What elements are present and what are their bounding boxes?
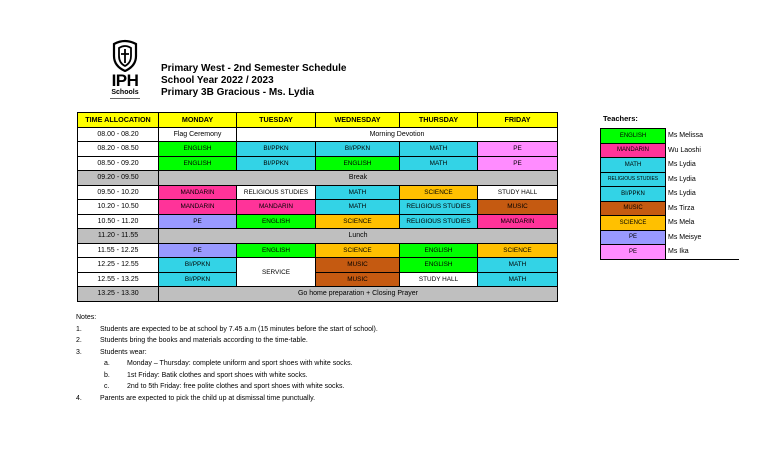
teacher-name: Ms Lydia <box>666 172 740 187</box>
teacher-row <box>601 143 740 158</box>
service-cell: SERVICE <box>237 258 316 287</box>
table-row <box>78 258 558 273</box>
time-cell: 09.50 - 10.20 <box>78 185 159 200</box>
table-row <box>78 185 558 200</box>
note-item <box>76 324 378 336</box>
schedule-title <box>161 63 346 99</box>
class-cell: RELIGIOUS STUDIES <box>400 214 478 229</box>
table-row <box>78 214 558 229</box>
class-cell: BI/PPKN <box>237 156 316 171</box>
note-subitem <box>76 381 345 393</box>
time-cell: 08.20 - 08.50 <box>78 142 159 157</box>
teacher-name: Wu Laoshi <box>666 143 740 158</box>
lunch-cell: Lunch <box>159 229 558 244</box>
time-cell: 11.55 - 12.25 <box>78 243 159 258</box>
header-time: TIME ALLOCATION <box>78 113 159 128</box>
teacher-row <box>601 216 740 231</box>
note-text: 1st Friday: Batik clothes and sport shoes with white socks. <box>127 371 308 379</box>
time-cell: 08.50 - 09.20 <box>78 156 159 171</box>
morning-devotion-cell: Morning Devotion <box>237 127 558 142</box>
class-cell: RELIGIOUS STUDIES <box>237 185 316 200</box>
table-row <box>78 142 558 157</box>
school-logo <box>104 38 146 106</box>
teacher-row <box>601 201 740 216</box>
class-cell: ENGLISH <box>400 258 478 273</box>
teacher-row <box>601 172 740 187</box>
time-cell: 11.20 - 11.55 <box>78 229 159 244</box>
logo-brand: IPH <box>111 71 139 90</box>
teacher-subject: MUSIC <box>601 201 666 216</box>
teacher-name: Ms Ika <box>666 245 740 260</box>
class-cell: BI/PPKN <box>159 258 237 273</box>
note-number: 1. <box>76 325 82 333</box>
class-cell: MATH <box>400 156 478 171</box>
teacher-subject: MATH <box>601 158 666 173</box>
note-number: 3. <box>76 348 82 356</box>
notes-title: Notes: <box>76 314 97 321</box>
class-cell: ENGLISH <box>316 156 400 171</box>
teacher-row <box>601 158 740 173</box>
header-wednesday: WEDNESDAY <box>316 113 400 128</box>
class-cell: PE <box>478 142 558 157</box>
time-cell: 10.20 - 10.50 <box>78 200 159 215</box>
table-row <box>78 243 558 258</box>
note-item <box>76 347 147 359</box>
title-line-3: Primary 3B Gracious - Ms. Lydia <box>161 87 315 98</box>
class-cell: MANDARIN <box>237 200 316 215</box>
class-cell: ENGLISH <box>400 243 478 258</box>
class-cell: SCIENCE <box>400 185 478 200</box>
class-cell: STUDY HALL <box>478 185 558 200</box>
class-cell: PE <box>159 243 237 258</box>
class-cell: MATH <box>400 142 478 157</box>
class-cell: MATH <box>316 200 400 215</box>
note-number: 2. <box>76 337 82 344</box>
class-cell: STUDY HALL <box>400 272 478 287</box>
lunch-row <box>78 229 558 244</box>
notes-section <box>76 312 378 404</box>
teacher-name: Ms Tirza <box>666 201 740 216</box>
class-cell: BI/PPKN <box>316 142 400 157</box>
class-cell: PE <box>478 156 558 171</box>
class-cell: SCIENCE <box>478 243 558 258</box>
class-cell: ENGLISH <box>237 243 316 258</box>
class-cell: MANDARIN <box>159 185 237 200</box>
logo-subtitle: Schools <box>111 89 139 96</box>
break-cell: Break <box>159 171 558 186</box>
time-cell: 08.00 - 08.20 <box>78 127 159 142</box>
note-text: 2nd to 5th Friday: free polite clothes and sport shoes with white socks. <box>127 383 345 390</box>
note-text: Students are expected to be at school by 7.45 a.m (15 minutes before the start of school). <box>100 325 378 333</box>
class-cell: ENGLISH <box>159 142 237 157</box>
teacher-name: Ms Lydia <box>666 187 740 202</box>
break-row <box>78 171 558 186</box>
note-text: Students wear: <box>100 348 147 356</box>
header-thursday: THURSDAY <box>400 113 478 128</box>
time-cell: 12.25 - 12.55 <box>78 258 159 273</box>
teacher-row <box>601 245 740 260</box>
teacher-row <box>601 230 740 245</box>
note-letter: c. <box>104 383 110 390</box>
header-tuesday: TUESDAY <box>237 113 316 128</box>
table-row <box>78 156 558 171</box>
teacher-row <box>601 129 740 144</box>
class-cell: RELIGIOUS STUDIES <box>400 200 478 215</box>
note-subitem <box>76 358 353 370</box>
note-subitem <box>76 370 308 382</box>
teachers-table <box>600 128 739 260</box>
class-cell: MATH <box>478 258 558 273</box>
class-cell: ENGLISH <box>159 156 237 171</box>
note-item <box>76 335 308 347</box>
class-cell: SCIENCE <box>316 243 400 258</box>
class-cell: MUSIC <box>316 258 400 273</box>
time-cell: 10.50 - 11.20 <box>78 214 159 229</box>
time-cell: 13.25 - 13.30 <box>78 287 159 302</box>
class-cell: MANDARIN <box>159 200 237 215</box>
class-cell: ENGLISH <box>237 214 316 229</box>
teacher-subject: ENGLISH <box>601 129 666 144</box>
closing-row <box>78 287 558 302</box>
closing-cell: Go home preparation + Closing Prayer <box>159 287 558 302</box>
class-cell: PE <box>159 214 237 229</box>
class-cell: SCIENCE <box>316 214 400 229</box>
header-monday: MONDAY <box>159 113 237 128</box>
header-friday: FRIDAY <box>478 113 558 128</box>
title-line-2: School Year 2022 / 2023 <box>161 75 274 86</box>
teacher-name: Ms Meisye <box>666 230 740 245</box>
note-letter: b. <box>104 371 110 379</box>
note-text: Parents are expected to pick the child up at dismissal time punctually. <box>100 394 316 402</box>
class-cell: BI/PPKN <box>237 142 316 157</box>
teacher-subject: PE <box>601 230 666 245</box>
note-text: Monday – Thursday: complete uniform and sport shoes with white socks. <box>127 360 353 367</box>
note-letter: a. <box>104 360 110 367</box>
teacher-name: Ms Melissa <box>666 129 740 144</box>
title-line-1: Primary West - 2nd Semester Schedule <box>161 63 347 74</box>
class-cell: MATH <box>316 185 400 200</box>
time-cell: 12.55 - 13.25 <box>78 272 159 287</box>
teacher-subject: PE <box>601 245 666 260</box>
table-row <box>78 272 558 287</box>
teacher-subject: BI/PPKN <box>601 187 666 202</box>
table-row <box>78 200 558 215</box>
header-row <box>78 113 558 128</box>
note-number: 4. <box>76 394 82 402</box>
teacher-name: Ms Lydia <box>666 158 740 173</box>
class-cell: MUSIC <box>478 200 558 215</box>
note-text: Students bring the books and materials according to the time-table. <box>100 337 308 344</box>
class-cell: MATH <box>478 272 558 287</box>
teacher-subject: MANDARIN <box>601 143 666 158</box>
teacher-row <box>601 187 740 202</box>
teacher-subject: RELIGIOUS STUDIES <box>601 172 666 187</box>
table-row <box>78 127 558 142</box>
teacher-name: Ms Mela <box>666 216 740 231</box>
logo-underline <box>110 98 140 99</box>
time-cell: 09.20 - 09.50 <box>78 171 159 186</box>
note-item <box>76 393 316 405</box>
teachers-label: Teachers: <box>603 114 638 123</box>
class-cell: MUSIC <box>316 272 400 287</box>
schedule-table <box>77 112 558 302</box>
class-cell: MANDARIN <box>478 214 558 229</box>
teacher-subject: SCIENCE <box>601 216 666 231</box>
flag-ceremony-cell: Flag Ceremony <box>159 127 237 142</box>
class-cell: BI/PPKN <box>159 272 237 287</box>
crest-icon <box>108 38 142 72</box>
